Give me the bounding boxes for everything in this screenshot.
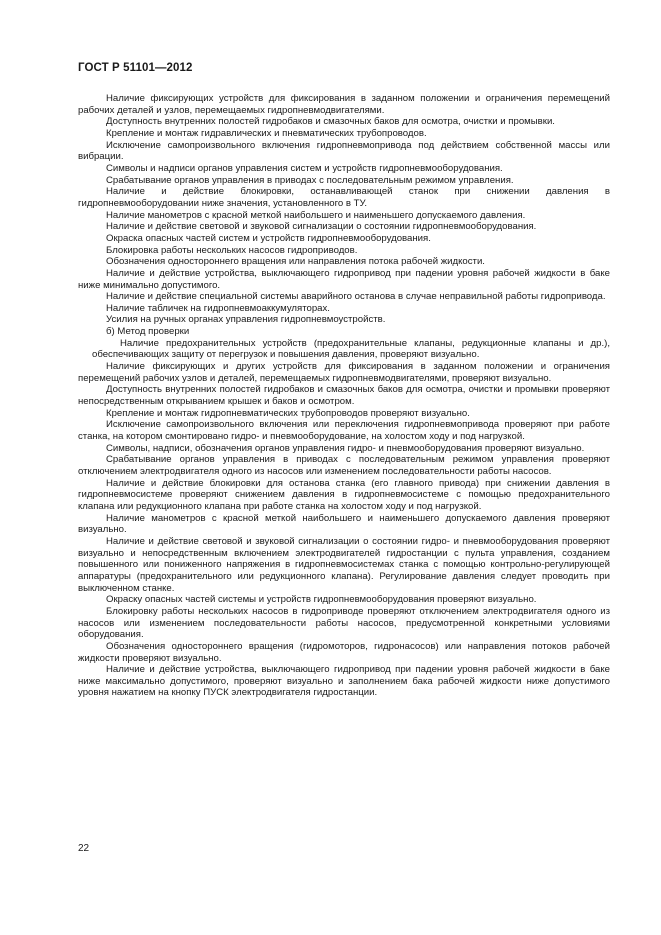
page-number: 22 [78,843,90,854]
paragraph: Символы и надписи органов управления систем и устройств гидропневмооборудования. [106,162,503,174]
paragraph: Наличие и действие световой и звуковой сигнализации о состоянии гидро- и пневмооборудования проверяют визуально и непосредственным включением электродвигателей гидростанции с пульта управления, созданием повышенного или пониженного напряжения в гидропневмосистемах станка с помощью контрольно-регулирующей аппаратуры (предохранительного или редукционного клапана). Регулирование давления следует проводить при выключенном станке. [78,535,610,594]
paragraph: Срабатывание органов управления в приводах с последовательным режимом управления проверяют отключением электродвигателя одного из насосов или изменением последовательности работы насосов. [78,454,610,477]
document-header: ГОСТ Р 51101—2012 [78,62,193,74]
paragraph: Наличие и действие блокировки, останавливающей станок при снижении давления в гидропневмооборудовании ниже значения, установленного в ТУ. [78,186,610,209]
paragraph: Наличие и действие специальной системы аварийного останова в случае неправильной работы гидропривода. [106,291,606,303]
paragraph: Блокировку работы нескольких насосов в гидроприводе проверяют отключением электродвигателя одного из насосов или изменением последовательности работы насосов, предусмотренной конкретными условиями оборудования. [78,605,610,641]
paragraph: Исключение самопроизвольного включения или переключения гидропневмопривода проверяют при работе станка, на котором смонтировано гидро- и пневмооборудование, на холостом ходу и под нагрузкой. [78,419,610,443]
paragraph: Окраску опасных частей системы и устройств гидропневмооборудования проверяют визуально. [106,594,537,606]
paragraph: Обозначения одностороннего вращения или направления потока рабочей жидкости. [106,256,485,268]
paragraph: Обозначения одностороннего вращения (гидромоторов, гидронасосов) или направления потоков рабочей жидкости проверяют визуально. [78,640,610,664]
paragraph: Наличие табличек на гидропневмоаккумуляторах. [106,302,330,314]
paragraph: Наличие манометров с красной меткой наибольшего и наименьшего допускаемого давления проверяют визуально. [78,512,610,536]
paragraph: Символы, надписи, обозначения органов управления гидро- и пневмооборудования проверяют визуально. [106,442,585,454]
paragraph: Блокировка работы нескольких насосов гидроприводов. [106,244,358,256]
paragraph: Доступность внутренних полостей гидробаков и смазочных баков для осмотра, очистки и промывки проверяют непосредственным открыванием крышек и баков и осмотром. [78,384,610,408]
section-heading: б) Метод проверки [106,326,190,338]
paragraph: Усилия на ручных органах управления гидропневмоустройств. [106,314,386,326]
paragraph: Наличие и действие устройства, выключающего гидропривод при падении уровня рабочей жидкости в баке ниже максимально допустимого, проверяют визуально и заполнением бака рабочей жидкости ниже допустимого уровня нажатием на кнопку ПУСК электродвигателя гидростанции. [78,664,610,699]
paragraph: Крепление и монтаж гидропневматических трубопроводов проверяют визуально. [106,407,470,419]
paragraph: Наличие и действие блокировки для останова станка (его главного привода) при снижении давления в гидропневмосистеме проверяют снижением давления в гидропневмосистеме с помощью предохранительного клапана или редукционного клапана при работе станка на холостом ходу и под нагрузкой. [78,477,610,512]
paragraph: Наличие и действие световой и звуковой сигнализации о состоянии гидропневмооборудования. [106,221,537,233]
paragraph: Крепление и монтаж гидравлических и пневматических трубопроводов. [106,127,427,139]
paragraph: Наличие фиксирующих устройств для фиксирования в заданном положении и ограничения перемещений рабочих деталей и узлов, перемещаемых гидропневмодвигателями. [78,93,610,116]
paragraph: Доступность внутренних полостей гидробаков и смазочных баков для осмотра, очистки и промывки. [106,116,555,128]
paragraph: Наличие и действие устройства, выключающего гидропривод при падении уровня рабочей жидкости в баке ниже минимально допустимого. [78,267,610,291]
paragraph: Наличие фиксирующих и других устройств для фиксирования в заданном положении и ограничения перемещений рабочих узлов и деталей, перемещаемых гидропневмодвигателями, проверяют визуально. [78,361,610,384]
paragraph: Окраска опасных частей систем и устройств гидропневмооборудования. [106,232,431,244]
paragraph: Наличие предохранительных устройств (предохранительные клапаны, редукционные клапаны и др.), обеспечивающих защиту от перегрузок и повышения давления, проверяют визуально. [92,337,610,361]
paragraph: Исключение самопроизвольного включения гидропневмопривода под действием собственной массы или вибрации. [78,139,610,163]
paragraph: Наличие манометров с красной меткой наибольшего и наименьшего допускаемого давления. [106,209,526,221]
paragraph: Срабатывание органов управления в приводах с последовательным режимом управления. [106,174,514,186]
document-body [78,93,610,699]
